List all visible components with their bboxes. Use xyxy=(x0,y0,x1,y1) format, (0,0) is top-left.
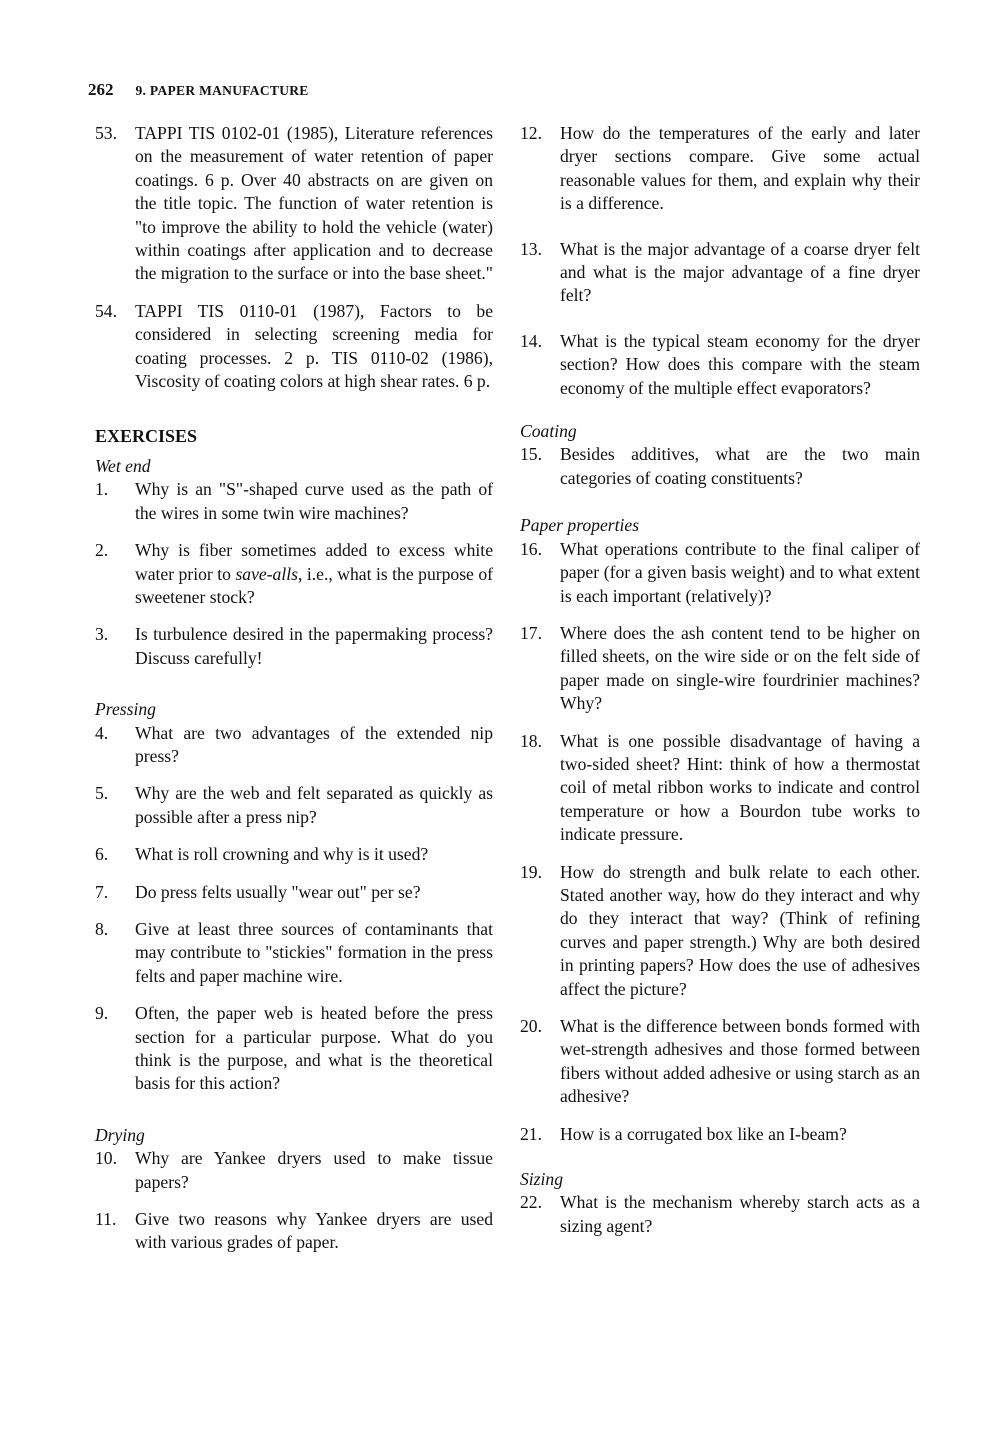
item-text: How do the temperatures of the early and later dryer sections compare. Give some actual reasonable values for them, and explain why their is a difference. xyxy=(560,123,920,214)
subhead-sizing: Sizing xyxy=(520,1169,564,1190)
item-text: TAPPI TIS 0102-01 (1985), Literature references on the measurement of water retention of paper coatings. 6 p. Over 40 abstracts on are given on the title topic. The function of water retention is "to improve the ability to hold the vehicle (water) within coatings after application and to decrease the migration to the surface or into the base sheet." xyxy=(135,123,493,284)
item-text: How do strength and bulk relate to each other. Stated another way, how do they interact and why do they interact that way? (Think of refining curves and paper strength.) Why are both desired in printing papers? How does the use of adhesives affect the picture? xyxy=(560,861,920,999)
item-number: 3. xyxy=(95,624,109,645)
item-number: 4. xyxy=(95,722,109,743)
reference-54 xyxy=(95,300,493,394)
exercise-14 xyxy=(520,330,920,400)
item-text-a: Why is fiber sometimes added to excess white water prior to xyxy=(135,540,493,584)
item-text: What is the typical steam economy for the dryer section? How does this compare with the steam economy of the multiple effect evaporators? xyxy=(560,330,920,398)
page-header xyxy=(88,80,309,104)
right-column xyxy=(520,122,920,1238)
exercise-8 xyxy=(95,918,493,988)
exercise-12 xyxy=(520,122,920,216)
item-number: 9. xyxy=(95,1003,109,1024)
item-number: 1. xyxy=(95,479,109,500)
item-number: 22. xyxy=(520,1192,542,1213)
item-text: How is a corrugated box like an I-beam? xyxy=(560,1123,847,1144)
item-number: 19. xyxy=(520,861,542,882)
subhead-coating: Coating xyxy=(520,421,577,442)
item-text-b: , i.e., what is the purpose of sweetener stock? xyxy=(135,563,494,607)
item-number: 18. xyxy=(520,730,542,751)
item-text: Why are Yankee dryers used to make tissue papers? xyxy=(135,1148,493,1192)
exercises-heading: EXERCISES xyxy=(95,426,198,447)
subhead-pressing: Pressing xyxy=(95,699,156,720)
item-number: 16. xyxy=(520,538,542,559)
item-text: Is turbulence desired in the papermaking process? Discuss carefully! xyxy=(135,624,493,668)
item-number: 11. xyxy=(95,1209,117,1230)
item-number: 7. xyxy=(95,881,109,902)
page-number: 262 xyxy=(88,80,114,99)
exercise-16 xyxy=(520,538,920,608)
item-number: 6. xyxy=(95,844,109,865)
exercise-15 xyxy=(520,443,920,490)
item-text: Where does the ash content tend to be higher on filled sheets, on the wire side or on the felt side of paper made on single-wire fourdrinier machines? Why? xyxy=(560,622,920,714)
item-number: 17. xyxy=(520,622,542,643)
item-text: What is one possible disadvantage of having a two-sided sheet? Hint: think of how a thermostat coil of metal ribbon works to indicate and control temperature or how a Bourdon tube works to indicate pressure. xyxy=(560,730,920,845)
item-text: What is the mechanism whereby starch acts as a sizing agent? xyxy=(560,1192,920,1236)
exercise-11 xyxy=(95,1208,493,1255)
exercise-7 xyxy=(95,881,493,904)
left-column xyxy=(95,122,493,1255)
exercise-3 xyxy=(95,623,493,670)
item-number: 21. xyxy=(520,1123,542,1144)
item-number: 15. xyxy=(520,444,542,465)
exercise-18 xyxy=(520,730,920,847)
item-text: Why is an "S"-shaped curve used as the path of the wires in some twin wire machines? xyxy=(135,479,493,523)
exercise-17 xyxy=(520,622,920,716)
item-number: 54. xyxy=(95,300,117,321)
item-text-emphasis: save-alls xyxy=(235,563,298,584)
chapter-title: 9. PAPER MANUFACTURE xyxy=(135,83,309,98)
exercise-22 xyxy=(520,1191,920,1238)
exercise-19 xyxy=(520,861,920,1001)
item-text: Often, the paper web is heated before the press section for a particular purpose. What do you think is the purpose, and what is the theoretical basis for this action? xyxy=(135,1003,493,1094)
item-text: Give two reasons why Yankee dryers are used with various grades of paper. xyxy=(135,1209,493,1253)
item-text: Do press felts usually "wear out" per se? xyxy=(135,881,421,902)
exercise-5 xyxy=(95,782,493,829)
item-text: Besides additives, what are the two main categories of coating constituents? xyxy=(560,444,920,488)
exercise-13 xyxy=(520,238,920,308)
item-number: 5. xyxy=(95,783,109,804)
item-number: 10. xyxy=(95,1148,117,1169)
item-text: What is the major advantage of a coarse dryer felt and what is the major advantage of a fine dryer felt? xyxy=(560,238,920,306)
item-number: 12. xyxy=(520,123,542,143)
subhead-drying: Drying xyxy=(95,1124,145,1145)
exercise-6 xyxy=(95,843,493,866)
exercise-9 xyxy=(95,1002,493,1096)
item-number: 14. xyxy=(520,330,542,351)
item-text: What is roll crowning and why is it used? xyxy=(135,844,429,865)
exercise-20 xyxy=(520,1015,920,1109)
item-text: Why are the web and felt separated as quickly as possible after a press nip? xyxy=(135,783,493,827)
reference-53 xyxy=(95,122,493,286)
exercise-21 xyxy=(520,1123,920,1146)
exercise-2 xyxy=(95,539,493,609)
subhead-paper-properties: Paper properties xyxy=(520,515,640,536)
item-number: 53. xyxy=(95,123,117,143)
item-text: TAPPI TIS 0110-01 (1987), Factors to be considered in selecting screening media for coating processes. 2 p. TIS 0110-02 (1986), Viscosity of coating colors at high shear rates. 6 p. xyxy=(135,300,493,392)
item-number: 2. xyxy=(95,540,109,561)
exercise-1 xyxy=(95,478,493,525)
item-text: What is the difference between bonds formed with wet-strength adhesives and those formed between fibers without added adhesive or using starch as an adhesive? xyxy=(560,1016,920,1107)
item-number: 13. xyxy=(520,238,542,259)
exercise-4 xyxy=(95,722,493,769)
subhead-wet-end: Wet end xyxy=(95,455,151,476)
item-text: Give at least three sources of contaminants that may contribute to "stickies" formation in the press felts and paper machine wire. xyxy=(135,918,493,986)
exercise-10 xyxy=(95,1147,493,1194)
item-number: 20. xyxy=(520,1016,542,1036)
item-number: 8. xyxy=(95,918,109,939)
item-text: What are two advantages of the extended nip press? xyxy=(135,722,493,766)
item-text: What operations contribute to the final caliper of paper (for a given basis weight) and to what extent is each important (relatively)? xyxy=(560,538,920,606)
